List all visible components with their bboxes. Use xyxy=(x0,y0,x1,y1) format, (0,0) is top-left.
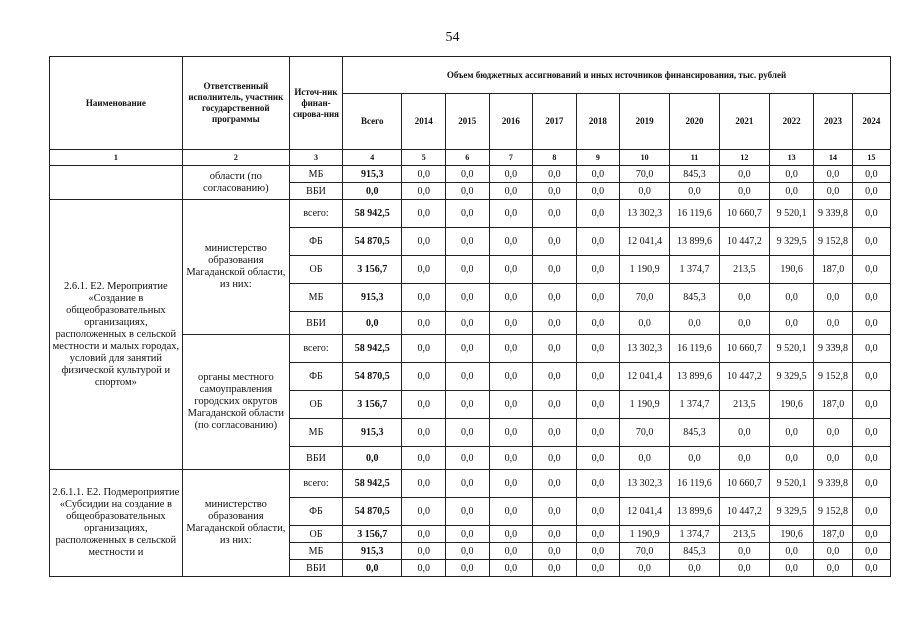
value-cell: 0,0 xyxy=(402,284,446,312)
total-cell: 915,3 xyxy=(343,543,402,560)
value-cell: 0,0 xyxy=(719,560,769,577)
column-number: 15 xyxy=(852,150,890,166)
value-cell: 0,0 xyxy=(489,166,533,183)
table-row xyxy=(50,470,891,498)
value-cell: 0,0 xyxy=(489,470,533,498)
value-cell: 13 302,3 xyxy=(620,335,670,363)
source-cell: ОБ xyxy=(289,391,342,419)
value-cell: 0,0 xyxy=(576,470,620,498)
source-cell: МБ xyxy=(289,419,342,447)
value-cell: 0,0 xyxy=(576,335,620,363)
value-cell: 0,0 xyxy=(402,363,446,391)
value-cell: 0,0 xyxy=(620,312,670,335)
value-cell: 0,0 xyxy=(446,284,490,312)
value-cell: 9 329,5 xyxy=(769,228,814,256)
value-cell: 0,0 xyxy=(446,200,490,228)
column-number: 11 xyxy=(670,150,720,166)
value-cell: 190,6 xyxy=(769,526,814,543)
value-cell: 0,0 xyxy=(576,228,620,256)
value-cell: 0,0 xyxy=(769,312,814,335)
budget-table xyxy=(49,56,891,577)
value-cell: 190,6 xyxy=(769,256,814,284)
header-total: Всего xyxy=(343,94,402,150)
value-cell: 0,0 xyxy=(852,183,890,200)
value-cell: 70,0 xyxy=(620,419,670,447)
total-cell: 54 870,5 xyxy=(343,228,402,256)
value-cell: 0,0 xyxy=(489,200,533,228)
value-cell: 70,0 xyxy=(620,284,670,312)
table-row xyxy=(50,166,891,183)
value-cell: 0,0 xyxy=(446,419,490,447)
total-cell: 54 870,5 xyxy=(343,363,402,391)
value-cell: 845,3 xyxy=(670,284,720,312)
value-cell: 0,0 xyxy=(402,312,446,335)
value-cell: 13 899,6 xyxy=(670,363,720,391)
value-cell: 0,0 xyxy=(719,447,769,470)
value-cell: 0,0 xyxy=(852,419,890,447)
value-cell: 0,0 xyxy=(533,228,577,256)
value-cell: 0,0 xyxy=(814,166,852,183)
column-number: 8 xyxy=(533,150,577,166)
value-cell: 0,0 xyxy=(852,166,890,183)
value-cell: 0,0 xyxy=(533,363,577,391)
value-cell: 0,0 xyxy=(489,560,533,577)
value-cell: 0,0 xyxy=(402,470,446,498)
value-cell: 12 041,4 xyxy=(620,363,670,391)
value-cell: 0,0 xyxy=(670,447,720,470)
header-source: Источ-ник финан-сирова-ния xyxy=(289,57,342,150)
value-cell: 16 119,6 xyxy=(670,335,720,363)
value-cell: 845,3 xyxy=(670,419,720,447)
value-cell: 0,0 xyxy=(719,312,769,335)
total-cell: 915,3 xyxy=(343,166,402,183)
value-cell: 0,0 xyxy=(533,447,577,470)
value-cell: 0,0 xyxy=(446,526,490,543)
header-year: 2014 xyxy=(402,94,446,150)
value-cell: 70,0 xyxy=(620,543,670,560)
value-cell: 0,0 xyxy=(402,183,446,200)
name-cell: 2.6.1.1. Е2. Подмероприятие «Субсидии на создание в общеобразовательных организациях, расположенных в сельской местности и xyxy=(50,470,183,577)
header-year: 2017 xyxy=(533,94,577,150)
header-year: 2021 xyxy=(719,94,769,150)
value-cell: 0,0 xyxy=(446,447,490,470)
source-cell: всего: xyxy=(289,335,342,363)
total-cell: 0,0 xyxy=(343,312,402,335)
column-number: 5 xyxy=(402,150,446,166)
value-cell: 0,0 xyxy=(769,419,814,447)
value-cell: 0,0 xyxy=(852,335,890,363)
header-year: 2022 xyxy=(769,94,814,150)
value-cell: 0,0 xyxy=(852,543,890,560)
value-cell: 0,0 xyxy=(489,312,533,335)
column-number: 2 xyxy=(182,150,289,166)
header-name: Наименование xyxy=(50,57,183,150)
value-cell: 0,0 xyxy=(446,228,490,256)
table-row xyxy=(50,200,891,228)
value-cell: 0,0 xyxy=(402,419,446,447)
value-cell: 213,5 xyxy=(719,391,769,419)
source-cell: ОБ xyxy=(289,526,342,543)
value-cell: 13 302,3 xyxy=(620,200,670,228)
header-year: 2020 xyxy=(670,94,720,150)
total-cell: 0,0 xyxy=(343,447,402,470)
value-cell: 0,0 xyxy=(576,284,620,312)
source-cell: ОБ xyxy=(289,256,342,284)
value-cell: 0,0 xyxy=(446,312,490,335)
header-year: 2016 xyxy=(489,94,533,150)
source-cell: ВБИ xyxy=(289,183,342,200)
value-cell: 0,0 xyxy=(402,391,446,419)
value-cell: 0,0 xyxy=(576,543,620,560)
value-cell: 0,0 xyxy=(446,498,490,526)
total-cell: 0,0 xyxy=(343,560,402,577)
value-cell: 0,0 xyxy=(533,560,577,577)
value-cell: 0,0 xyxy=(489,391,533,419)
column-number: 1 xyxy=(50,150,183,166)
value-cell: 0,0 xyxy=(402,166,446,183)
value-cell: 845,3 xyxy=(670,543,720,560)
value-cell: 0,0 xyxy=(533,543,577,560)
source-cell: ВБИ xyxy=(289,447,342,470)
executor-cell: министерство образования Магаданской области, из них: xyxy=(182,200,289,335)
value-cell: 1 190,9 xyxy=(620,526,670,543)
value-cell: 0,0 xyxy=(533,391,577,419)
value-cell: 0,0 xyxy=(446,543,490,560)
value-cell: 70,0 xyxy=(620,166,670,183)
total-cell: 915,3 xyxy=(343,419,402,447)
value-cell: 0,0 xyxy=(852,363,890,391)
value-cell: 0,0 xyxy=(620,560,670,577)
value-cell: 0,0 xyxy=(576,498,620,526)
value-cell: 0,0 xyxy=(489,335,533,363)
value-cell: 0,0 xyxy=(670,183,720,200)
source-cell: МБ xyxy=(289,284,342,312)
executor-cell: области (по согласованию) xyxy=(182,166,289,200)
value-cell: 0,0 xyxy=(489,419,533,447)
value-cell: 16 119,6 xyxy=(670,200,720,228)
value-cell: 10 660,7 xyxy=(719,470,769,498)
value-cell: 1 374,7 xyxy=(670,526,720,543)
value-cell: 0,0 xyxy=(852,200,890,228)
value-cell: 190,6 xyxy=(769,391,814,419)
value-cell: 0,0 xyxy=(576,447,620,470)
value-cell: 0,0 xyxy=(533,312,577,335)
value-cell: 0,0 xyxy=(533,284,577,312)
value-cell: 1 190,9 xyxy=(620,256,670,284)
value-cell: 0,0 xyxy=(814,543,852,560)
executor-cell: органы местного самоуправления городских округов Магаданской области (по согласованию) xyxy=(182,335,289,470)
total-cell: 58 942,5 xyxy=(343,335,402,363)
source-cell: МБ xyxy=(289,543,342,560)
value-cell: 0,0 xyxy=(814,447,852,470)
value-cell: 0,0 xyxy=(402,543,446,560)
value-cell: 12 041,4 xyxy=(620,498,670,526)
column-number: 6 xyxy=(446,150,490,166)
value-cell: 0,0 xyxy=(769,284,814,312)
total-cell: 54 870,5 xyxy=(343,498,402,526)
value-cell: 0,0 xyxy=(489,363,533,391)
value-cell: 9 152,8 xyxy=(814,498,852,526)
value-cell: 0,0 xyxy=(576,560,620,577)
value-cell: 187,0 xyxy=(814,526,852,543)
value-cell: 0,0 xyxy=(620,183,670,200)
value-cell: 213,5 xyxy=(719,526,769,543)
executor-cell: министерство образования Магаданской области, из них: xyxy=(182,470,289,577)
value-cell: 0,0 xyxy=(446,256,490,284)
column-number: 7 xyxy=(489,150,533,166)
value-cell: 0,0 xyxy=(576,166,620,183)
value-cell: 0,0 xyxy=(719,183,769,200)
value-cell: 0,0 xyxy=(814,284,852,312)
value-cell: 0,0 xyxy=(489,183,533,200)
value-cell: 13 302,3 xyxy=(620,470,670,498)
value-cell: 0,0 xyxy=(852,560,890,577)
header-year: 2024 xyxy=(852,94,890,150)
value-cell: 0,0 xyxy=(852,498,890,526)
header-year: 2019 xyxy=(620,94,670,150)
value-cell: 0,0 xyxy=(446,335,490,363)
name-cell: 2.6.1. Е2. Мероприятие «Создание в общеобразовательных организациях, расположенных в сельской местности и малых городах, условий для занятий физической культурой и спортом» xyxy=(50,200,183,470)
page-number: 54 xyxy=(445,30,460,45)
value-cell: 213,5 xyxy=(719,256,769,284)
value-cell: 0,0 xyxy=(533,498,577,526)
value-cell: 0,0 xyxy=(533,183,577,200)
value-cell: 12 041,4 xyxy=(620,228,670,256)
column-number: 10 xyxy=(620,150,670,166)
value-cell: 187,0 xyxy=(814,256,852,284)
value-cell: 13 899,6 xyxy=(670,228,720,256)
value-cell: 0,0 xyxy=(719,419,769,447)
total-cell: 58 942,5 xyxy=(343,470,402,498)
value-cell: 0,0 xyxy=(533,200,577,228)
value-cell: 0,0 xyxy=(852,470,890,498)
name-cell xyxy=(50,166,183,200)
value-cell: 0,0 xyxy=(670,560,720,577)
source-cell: всего: xyxy=(289,200,342,228)
value-cell: 0,0 xyxy=(576,312,620,335)
column-number: 12 xyxy=(719,150,769,166)
source-cell: ФБ xyxy=(289,498,342,526)
value-cell: 0,0 xyxy=(533,256,577,284)
value-cell: 9 339,8 xyxy=(814,200,852,228)
value-cell: 0,0 xyxy=(446,470,490,498)
value-cell: 9 329,5 xyxy=(769,363,814,391)
value-cell: 0,0 xyxy=(402,447,446,470)
total-cell: 0,0 xyxy=(343,183,402,200)
header-executor: Ответственный исполнитель, участник государственной программы xyxy=(182,57,289,150)
value-cell: 0,0 xyxy=(576,526,620,543)
value-cell: 0,0 xyxy=(446,183,490,200)
source-cell: МБ xyxy=(289,166,342,183)
value-cell: 9 520,1 xyxy=(769,200,814,228)
value-cell: 0,0 xyxy=(446,560,490,577)
value-cell: 845,3 xyxy=(670,166,720,183)
value-cell: 0,0 xyxy=(719,284,769,312)
header-year: 2023 xyxy=(814,94,852,150)
column-number: 4 xyxy=(343,150,402,166)
value-cell: 0,0 xyxy=(533,166,577,183)
column-number: 9 xyxy=(576,150,620,166)
value-cell: 10 660,7 xyxy=(719,335,769,363)
value-cell: 0,0 xyxy=(576,256,620,284)
value-cell: 0,0 xyxy=(402,498,446,526)
value-cell: 0,0 xyxy=(576,419,620,447)
value-cell: 0,0 xyxy=(576,183,620,200)
value-cell: 1 374,7 xyxy=(670,391,720,419)
value-cell: 1 374,7 xyxy=(670,256,720,284)
column-number: 13 xyxy=(769,150,814,166)
value-cell: 0,0 xyxy=(670,312,720,335)
value-cell: 0,0 xyxy=(533,526,577,543)
value-cell: 9 152,8 xyxy=(814,228,852,256)
value-cell: 0,0 xyxy=(402,526,446,543)
value-cell: 13 899,6 xyxy=(670,498,720,526)
value-cell: 0,0 xyxy=(852,312,890,335)
value-cell: 9 520,1 xyxy=(769,470,814,498)
value-cell: 0,0 xyxy=(719,543,769,560)
value-cell: 0,0 xyxy=(769,183,814,200)
value-cell: 0,0 xyxy=(814,312,852,335)
value-cell: 9 329,5 xyxy=(769,498,814,526)
value-cell: 0,0 xyxy=(814,419,852,447)
value-cell: 9 339,8 xyxy=(814,470,852,498)
value-cell: 10 447,2 xyxy=(719,228,769,256)
total-cell: 3 156,7 xyxy=(343,256,402,284)
value-cell: 16 119,6 xyxy=(670,470,720,498)
value-cell: 9 152,8 xyxy=(814,363,852,391)
value-cell: 0,0 xyxy=(769,166,814,183)
total-cell: 3 156,7 xyxy=(343,391,402,419)
column-number-row xyxy=(50,150,891,166)
value-cell: 10 447,2 xyxy=(719,363,769,391)
value-cell: 0,0 xyxy=(852,526,890,543)
total-cell: 915,3 xyxy=(343,284,402,312)
value-cell: 1 190,9 xyxy=(620,391,670,419)
value-cell: 0,0 xyxy=(402,228,446,256)
source-cell: ФБ xyxy=(289,363,342,391)
value-cell: 0,0 xyxy=(769,543,814,560)
value-cell: 0,0 xyxy=(533,419,577,447)
value-cell: 0,0 xyxy=(852,447,890,470)
value-cell: 0,0 xyxy=(852,228,890,256)
value-cell: 0,0 xyxy=(576,391,620,419)
value-cell: 0,0 xyxy=(719,166,769,183)
value-cell: 0,0 xyxy=(814,560,852,577)
header-year: 2018 xyxy=(576,94,620,150)
value-cell: 0,0 xyxy=(852,284,890,312)
value-cell: 0,0 xyxy=(489,526,533,543)
value-cell: 0,0 xyxy=(489,498,533,526)
value-cell: 0,0 xyxy=(769,560,814,577)
header-year: 2015 xyxy=(446,94,490,150)
value-cell: 0,0 xyxy=(576,200,620,228)
value-cell: 10 660,7 xyxy=(719,200,769,228)
value-cell: 0,0 xyxy=(814,183,852,200)
value-cell: 0,0 xyxy=(402,256,446,284)
column-number: 3 xyxy=(289,150,342,166)
value-cell: 0,0 xyxy=(489,284,533,312)
value-cell: 0,0 xyxy=(533,335,577,363)
value-cell: 0,0 xyxy=(489,447,533,470)
value-cell: 0,0 xyxy=(489,543,533,560)
value-cell: 0,0 xyxy=(446,391,490,419)
value-cell: 0,0 xyxy=(446,166,490,183)
value-cell: 0,0 xyxy=(852,256,890,284)
value-cell: 0,0 xyxy=(533,470,577,498)
value-cell: 0,0 xyxy=(489,228,533,256)
header-funding: Объем бюджетных ассигнований и иных источников финансирования, тыс. рублей xyxy=(343,57,891,94)
value-cell: 0,0 xyxy=(576,363,620,391)
source-cell: всего: xyxy=(289,470,342,498)
value-cell: 0,0 xyxy=(769,447,814,470)
value-cell: 9 520,1 xyxy=(769,335,814,363)
value-cell: 0,0 xyxy=(446,363,490,391)
value-cell: 0,0 xyxy=(489,256,533,284)
value-cell: 0,0 xyxy=(852,391,890,419)
total-cell: 3 156,7 xyxy=(343,526,402,543)
value-cell: 10 447,2 xyxy=(719,498,769,526)
source-cell: ВБИ xyxy=(289,560,342,577)
value-cell: 0,0 xyxy=(402,560,446,577)
value-cell: 187,0 xyxy=(814,391,852,419)
value-cell: 0,0 xyxy=(620,447,670,470)
value-cell: 0,0 xyxy=(402,200,446,228)
total-cell: 58 942,5 xyxy=(343,200,402,228)
value-cell: 0,0 xyxy=(402,335,446,363)
column-number: 14 xyxy=(814,150,852,166)
source-cell: ФБ xyxy=(289,228,342,256)
value-cell: 9 339,8 xyxy=(814,335,852,363)
source-cell: ВБИ xyxy=(289,312,342,335)
